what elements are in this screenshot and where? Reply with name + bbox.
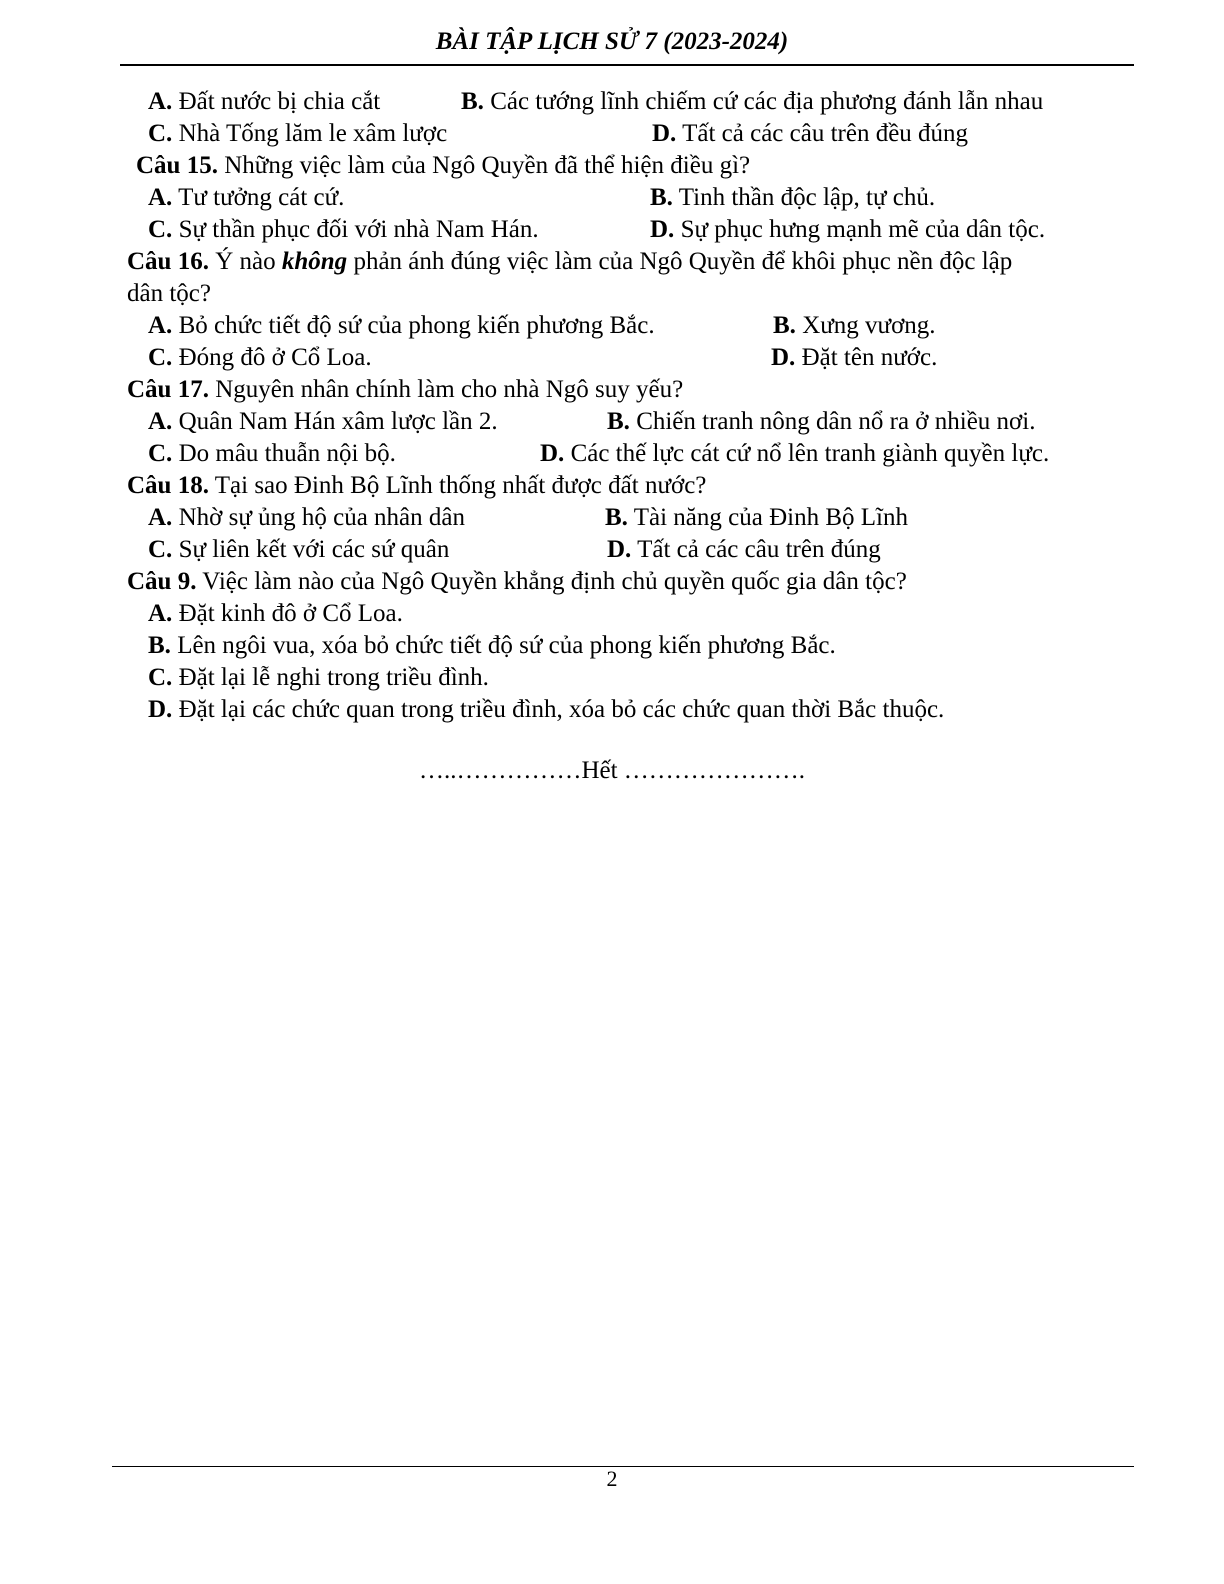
q16-option-d-label: D. <box>771 344 796 371</box>
q15-option-c-label: C. <box>148 216 173 243</box>
q17-option-c-label: C. <box>148 440 173 467</box>
q16-option-c-label: C. <box>148 344 173 371</box>
q14-option-c-label: C. <box>148 120 173 147</box>
q18-option-c-text: Sự liên kết với các sứ quân <box>172 536 450 563</box>
q15-option-d-text: Sự phục hưng mạnh mẽ của dân tộc. <box>674 216 1046 243</box>
q9-option-c-label: C. <box>148 664 173 691</box>
q18-option-b-text: Tài năng của Đinh Bộ Lĩnh <box>627 504 908 531</box>
q16-option-a-label: A. <box>148 312 173 339</box>
q9-option-b <box>148 631 836 661</box>
q14-option-a-label: A. <box>148 88 173 115</box>
q9-label: Câu 9. <box>127 568 197 595</box>
header-divider <box>120 64 1134 66</box>
q15-question <box>136 151 750 181</box>
q9-option-a-label: A. <box>148 600 173 627</box>
page-number: 2 <box>606 1466 618 1491</box>
q9-option-a <box>148 599 403 629</box>
q14-option-d-label: D. <box>652 120 677 147</box>
q17-option-d-label: D. <box>540 440 565 467</box>
q9-option-c-text: Đặt lại lễ nghi trong triều đình. <box>172 664 489 691</box>
q17-option-a-text: Quân Nam Hán xâm lược lần 2. <box>172 408 498 435</box>
q16-question-continued: dân tộc? <box>127 280 211 307</box>
q9-option-b-text: Lên ngôi vua, xóa bỏ chức tiết độ sứ của phong kiến phương Bắc. <box>170 632 836 659</box>
end-of-document-mark: …..……………Hết …………………. <box>418 757 806 784</box>
q14-option-c <box>148 119 447 149</box>
q9-option-d-text: Đặt lại các chức quan trong triều đình, xóa bỏ các chức quan thời Bắc thuộc. <box>172 696 945 723</box>
q9-question <box>127 567 907 597</box>
q16-option-a-text: Bỏ chức tiết độ sứ của phong kiến phương Bắc. <box>172 312 655 339</box>
q17-text: Nguyên nhân chính làm cho nhà Ngô suy yếu? <box>208 376 684 403</box>
q14-option-b <box>461 87 1043 117</box>
q16-option-c-text: Đóng đô ở Cổ Loa. <box>172 344 372 371</box>
q14-option-d-text: Tất cả các câu trên đều đúng <box>676 120 969 147</box>
q15-option-b <box>650 183 935 213</box>
q17-option-a-label: A. <box>148 408 173 435</box>
q15-option-d <box>650 215 1045 245</box>
q14-option-b-label: B. <box>461 88 484 115</box>
q15-option-b-label: B. <box>650 184 673 211</box>
q17-option-b-label: B. <box>607 408 630 435</box>
q18-option-a <box>148 503 465 533</box>
q18-question <box>127 471 706 501</box>
q14-option-b-text: Các tướng lĩnh chiếm cứ các địa phương đánh lẫn nhau <box>483 88 1044 115</box>
q15-option-a <box>148 183 344 213</box>
q18-option-d <box>607 535 881 565</box>
q16-label: Câu 16. <box>127 248 209 275</box>
q17-option-b-text: Chiến tranh nông dân nổ ra ở nhiều nơi. <box>629 408 1036 435</box>
q16-option-b <box>773 311 936 341</box>
q15-option-c <box>148 215 539 245</box>
q18-option-c <box>148 535 449 565</box>
q18-option-a-label: A. <box>148 504 173 531</box>
q17-option-a <box>148 407 498 437</box>
q15-option-a-label: A. <box>148 184 173 211</box>
q16-keyword: không <box>281 248 348 275</box>
q18-option-b-label: B. <box>605 504 628 531</box>
q9-option-d-label: D. <box>148 696 173 723</box>
q17-question <box>127 375 683 405</box>
q18-option-c-label: C. <box>148 536 173 563</box>
q9-text: Việc làm nào của Ngô Quyền khẳng định chủ quyền quốc gia dân tộc? <box>196 568 907 595</box>
q18-option-d-label: D. <box>607 536 632 563</box>
q16-option-b-label: B. <box>773 312 796 339</box>
page-header-title: BÀI TẬP LỊCH SỬ 7 (2023-2024) <box>435 28 789 55</box>
q14-option-d <box>652 119 968 149</box>
q9-option-c <box>148 663 489 693</box>
q16-option-d-text: Đặt tên nước. <box>795 344 938 371</box>
q17-option-c-text: Do mâu thuẫn nội bộ. <box>172 440 396 467</box>
q16-option-b-text: Xưng vương. <box>795 312 936 339</box>
q15-option-c-text: Sự thần phục đối với nhà Nam Hán. <box>172 216 539 243</box>
q9-option-d <box>148 695 944 725</box>
q14-option-a <box>148 87 380 117</box>
q14-option-c-text: Nhà Tống lăm le xâm lược <box>172 120 448 147</box>
q17-option-d-text: Các thế lực cát cứ nổ lên tranh giành quyền lực. <box>564 440 1050 467</box>
q17-option-c <box>148 439 396 469</box>
q15-text: Những việc làm của Ngô Quyền đã thể hiện điều gì? <box>217 152 751 179</box>
q16-option-a <box>148 311 655 341</box>
q16-text-pre: Ý nào <box>208 248 282 275</box>
q15-option-d-label: D. <box>650 216 675 243</box>
q15-option-a-text: Tư tưởng cát cứ. <box>172 184 345 211</box>
q18-option-d-text: Tất cả các câu trên đúng <box>631 536 881 563</box>
q18-text: Tại sao Đinh Bộ Lĩnh thống nhất được đất nước? <box>208 472 707 499</box>
q17-option-d <box>540 439 1049 469</box>
q15-label: Câu 15. <box>136 152 218 179</box>
q18-option-b <box>605 503 908 533</box>
q16-question <box>127 247 1012 277</box>
q16-text-post: phản ánh đúng việc làm của Ngô Quyền để khôi phục nền độc lập <box>347 248 1013 275</box>
q9-option-b-label: B. <box>148 632 171 659</box>
q17-option-b <box>607 407 1035 437</box>
q18-option-a-text: Nhờ sự ủng hộ của nhân dân <box>172 504 466 531</box>
q9-option-a-text: Đặt kinh đô ở Cổ Loa. <box>172 600 403 627</box>
q18-label: Câu 18. <box>127 472 209 499</box>
q16-option-c <box>148 343 372 373</box>
q15-option-b-text: Tinh thần độc lập, tự chủ. <box>672 184 936 211</box>
q14-option-a-text: Đất nước bị chia cắt <box>172 88 381 115</box>
q17-label: Câu 17. <box>127 376 209 403</box>
q16-option-d <box>771 343 937 373</box>
